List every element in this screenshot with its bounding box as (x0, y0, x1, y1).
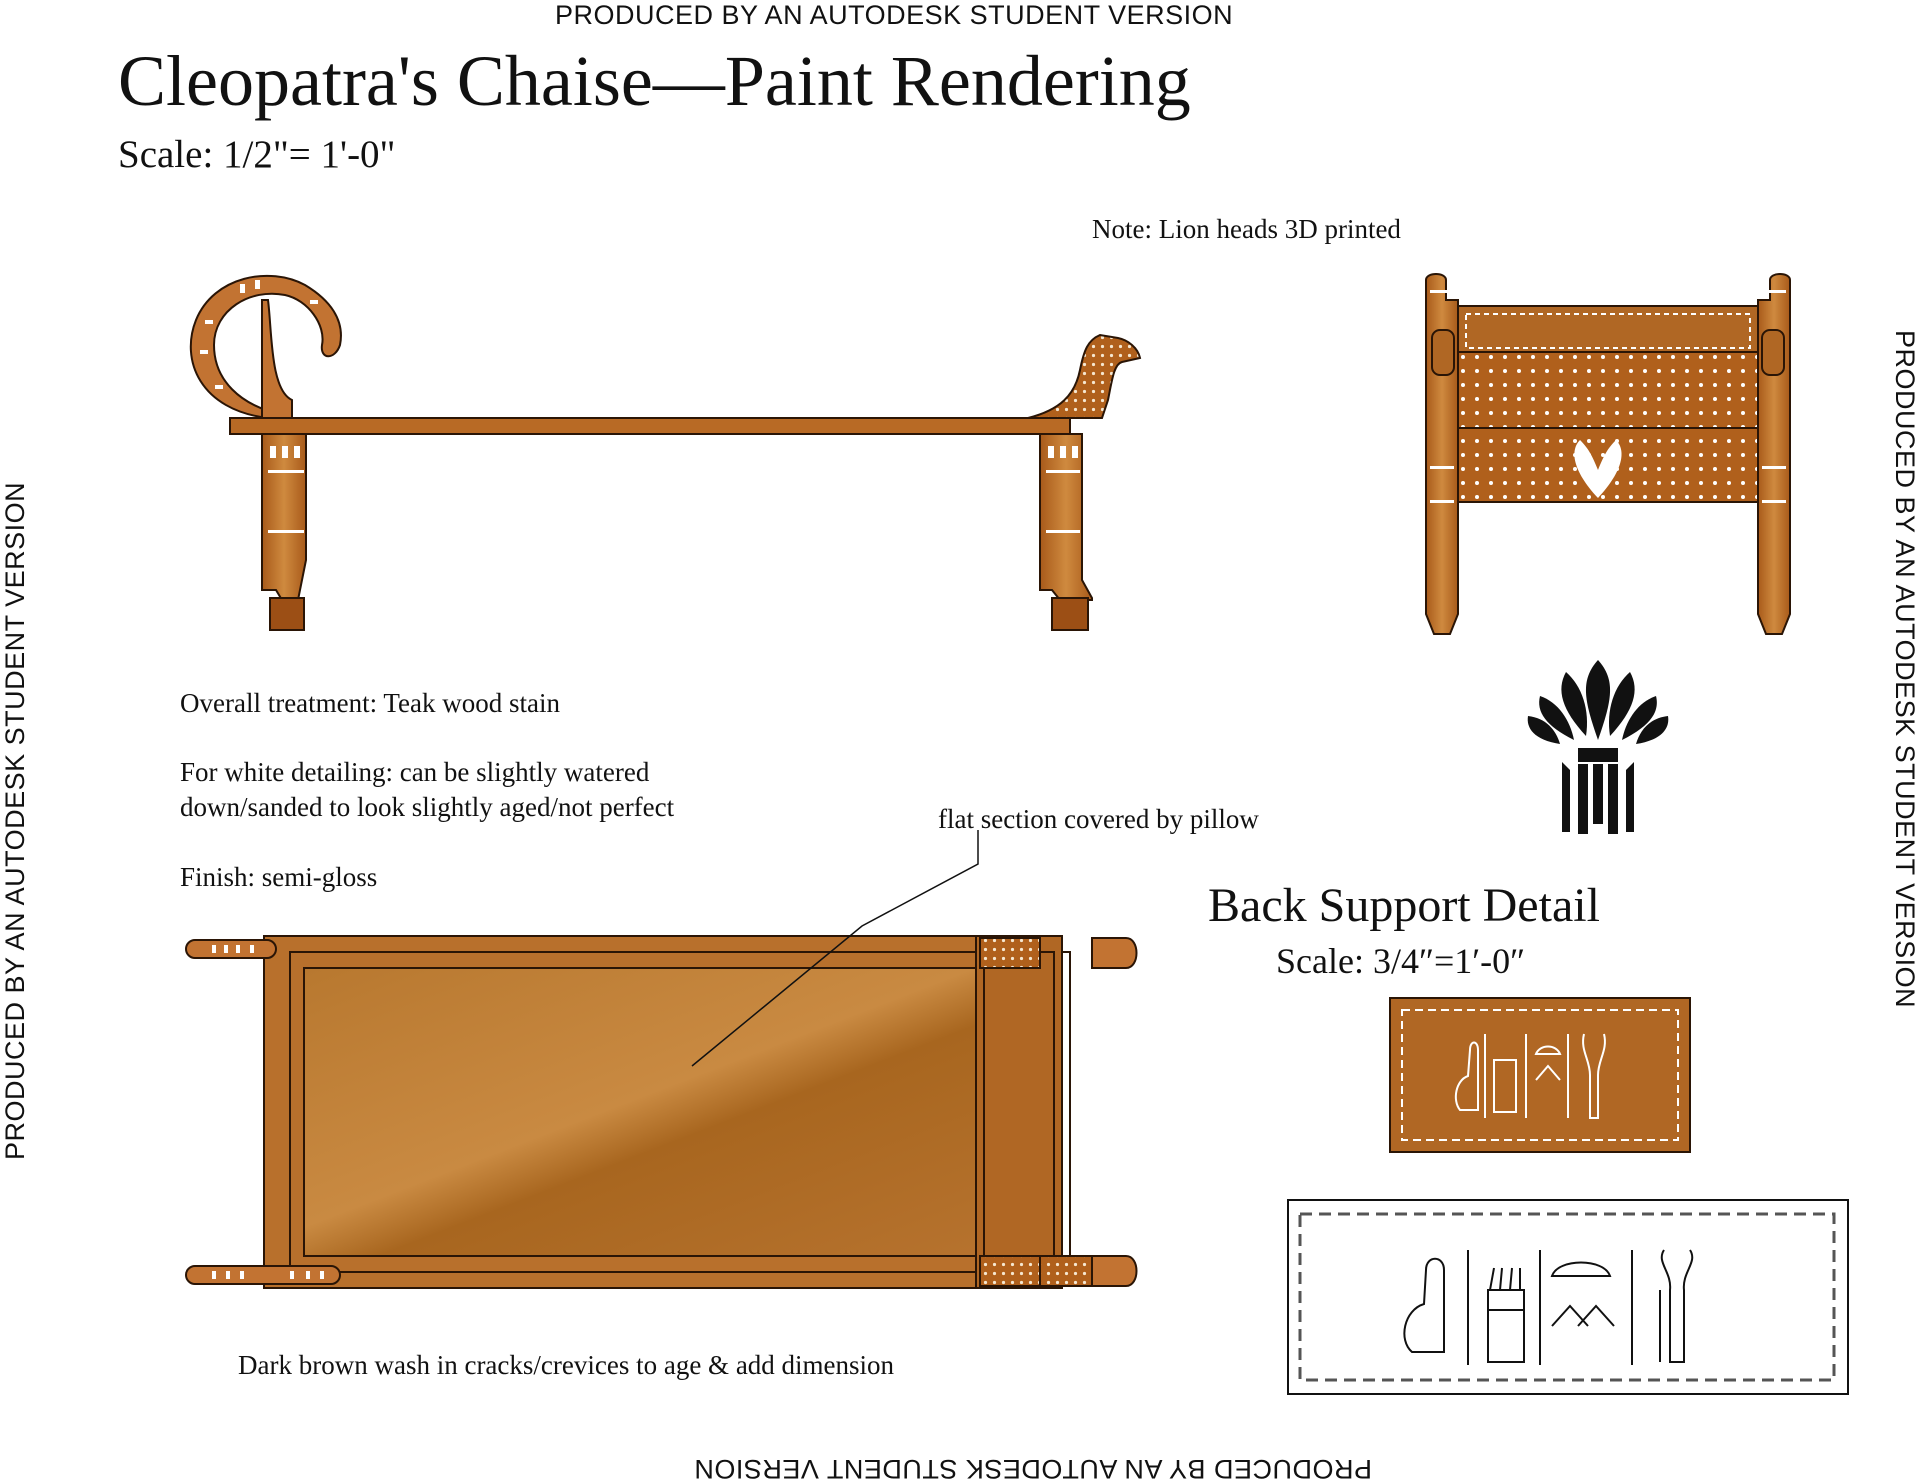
watermark-bottom: PRODUCED BY AN AUTODESK STUDENT VERSION (693, 1454, 1372, 1484)
note-flat-section: flat section covered by pillow (938, 804, 1259, 834)
detail-title: Back Support Detail (1208, 879, 1600, 932)
note-lion-heads: Note: Lion heads 3D printed (1092, 214, 1401, 244)
side-elevation (191, 276, 1140, 630)
end-elevation (1426, 274, 1790, 634)
back-support-line (1288, 1200, 1848, 1394)
back-support-color (1390, 998, 1690, 1152)
page-scale: Scale: 1/2"= 1'-0" (118, 133, 396, 176)
note-white-detail-1: For white detailing: can be slightly watered (180, 757, 650, 787)
watermark-top: PRODUCED BY AN AUTODESK STUDENT VERSION (555, 0, 1234, 30)
note-white-detail-2: down/sanded to look slightly aged/not perfect (180, 792, 675, 822)
note-treatment: Overall treatment: Teak wood stain (180, 688, 560, 718)
note-wash: Dark brown wash in cracks/crevices to age & add dimension (238, 1350, 895, 1380)
plan-view (186, 830, 1137, 1288)
detail-scale: Scale: 3/4″=1′-0″ (1276, 941, 1526, 981)
page-title: Cleopatra's Chaise—Paint Rendering (118, 41, 1191, 121)
watermark-right: PRODUCED BY AN AUTODESK STUDENT VERSION (1890, 330, 1920, 1009)
note-finish: Finish: semi-gloss (180, 862, 378, 892)
watermark-left: PRODUCED BY AN AUTODESK STUDENT VERSION (0, 481, 30, 1160)
lotus-icon (1528, 660, 1669, 834)
